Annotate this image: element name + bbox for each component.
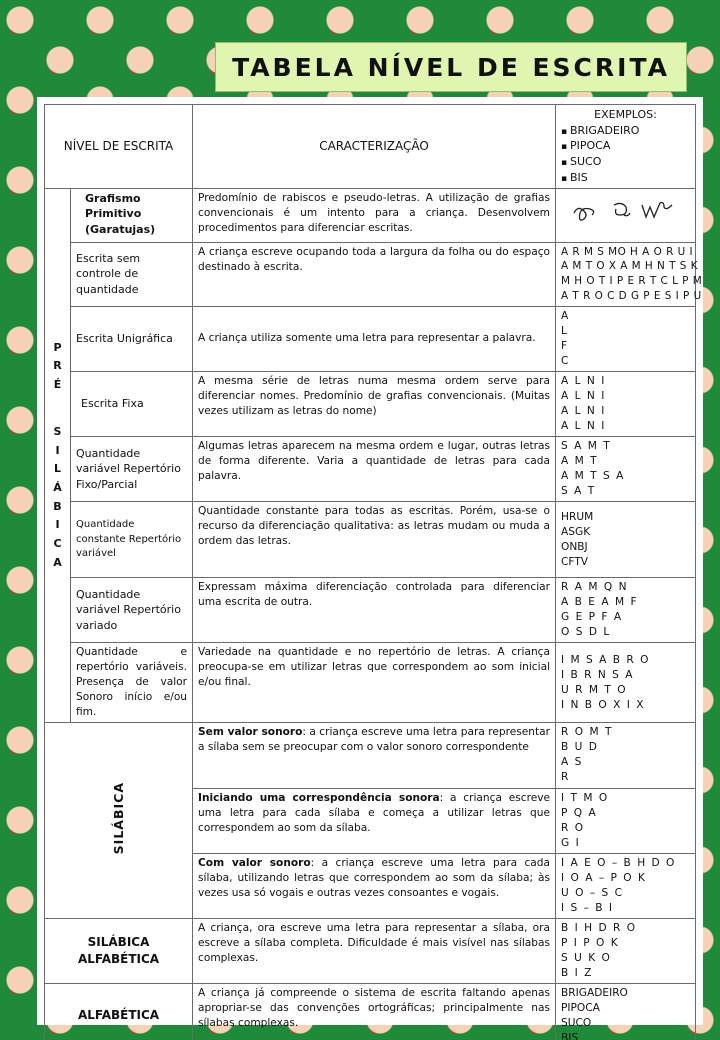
exemplo-item: ▪ PIPOCA — [561, 138, 690, 154]
level-examples: I A E O – B H D O I O A – P O K U O – S C I S – B I — [556, 853, 696, 918]
table-row — [45, 918, 696, 983]
exemplo-item: ▪ SUCO — [561, 154, 690, 170]
level-examples: I M S A B R O I B R N S A U R M T O I N B O X I X — [556, 643, 696, 723]
level-description: Sem valor sonoro: a criança escreve uma letra para representar a sílaba sem se preocupar com o valor sonoro correspondente — [193, 723, 556, 788]
page-title: TABELA NÍVEL DE ESCRITA — [232, 52, 670, 82]
level-examples: S A M T A M T A M T S A S A T — [556, 436, 696, 501]
header-row — [45, 105, 696, 189]
alfabetica-label: ALFABÉTICA — [45, 983, 193, 1040]
level-description: A mesma série de letras numa mesma ordem serve para diferenciar nomes. Predomínio de grafias convencionais. (Muitas vezes utilizam as letras do nome) — [193, 371, 556, 436]
scribble-example — [556, 188, 696, 242]
table-row — [45, 371, 696, 436]
level-description: Algumas letras aparecem na mesma ordem e lugar, outras letras de forma diferente. Varia a quantidade de letras para cada palavra. — [193, 436, 556, 501]
header-caracterizacao: CARACTERIZAÇÃO — [193, 105, 556, 189]
level-description: A criança utiliza somente uma letra para representar a palavra. — [193, 306, 556, 371]
level-examples: A L F C — [556, 306, 696, 371]
exemplo-item: ▪ BRIGADEIRO — [561, 123, 690, 139]
silabica-label: SILÁBICA — [110, 782, 126, 855]
level-description: Variedade na quantidade e no repertório de letras. A criança preocupa-se em utilizar letras que correspondem ao som inicial e/ou final. — [193, 643, 556, 723]
table-row — [45, 436, 696, 501]
table-row — [45, 723, 696, 788]
level-description: A criança escreve ocupando toda a largura da folha ou do espaço destinado à escrita. — [193, 242, 556, 306]
level-description: Predomínio de rabiscos e pseudo-letras. A utilização de grafias convencionais é um intento para a criança. Desenvolvem procedimentos para diferenciar escritas. — [193, 188, 556, 242]
table-row — [45, 502, 696, 578]
table-row — [45, 643, 696, 723]
header-nivel: NÍVEL DE ESCRITA — [45, 105, 193, 189]
table-row — [45, 306, 696, 371]
level-description: A criança já compreende o sistema de escrita faltando apenas apropriar-se das convenções ortográficas; principalmente nas sílabas complexas. — [193, 983, 556, 1040]
exemplos-list — [561, 123, 690, 186]
level-description: Iniciando uma correspondência sonora: a criança escreve uma letra para cada sílaba e começa a utilizar letras que correspondem ao som da sílaba. — [193, 788, 556, 853]
table-row — [45, 578, 696, 643]
header-exemplos — [556, 105, 696, 189]
table-row — [45, 983, 696, 1040]
level-examples: A L N I A L N I A L N I A L N I — [556, 371, 696, 436]
level-examples: B I H D R O P I P O K S U K O B I Z — [556, 918, 696, 983]
level-description: Expressam máxima diferenciação controlada para diferenciar uma escrita de outra. — [193, 578, 556, 643]
level-examples: BRIGADEIRO PIPOCA SUCO BIS — [556, 983, 696, 1040]
level-examples: A R M S MO H A O R U I A M T O X A M H N T S K M H O T I P E R T C L P M A T R O C D G P E S I P U — [556, 242, 696, 306]
level-name: Quantidade e repertório variáveis. Presença de valor Sonoro início e/ou fim. — [71, 643, 193, 723]
exemplo-item: ▪ BIS — [561, 170, 690, 186]
table-sheet — [37, 97, 703, 1040]
level-name: Quantidade constante Repertório variável — [71, 502, 193, 578]
level-examples: HRUM ASGK ONBJ CFTV — [556, 502, 696, 578]
level-examples: R O M T B U D A S R — [556, 723, 696, 788]
level-description: A criança, ora escreve uma letra para representar a sílaba, ora escreve a sílaba completa. Dificuldade é mais visível nas sílabas complexas. — [193, 918, 556, 983]
level-name: Quantidade variável Repertório Fixo/Parcial — [71, 436, 193, 501]
level-name: Escrita Fixa — [71, 371, 193, 436]
table-row — [45, 188, 696, 242]
level-name: Grafismo Primitivo (Garatujas) — [71, 188, 193, 242]
title-banner — [216, 43, 686, 91]
writing-level-table — [44, 104, 703, 1040]
level-examples: R A M Q N A B E A M F G E P F A O S D L — [556, 578, 696, 643]
exemplos-title: EXEMPLOS: — [594, 108, 657, 121]
level-name: Quantidade variável Repertório variado — [71, 578, 193, 643]
level-name: Escrita Unigráfica — [71, 306, 193, 371]
silabica-alfabetica-label: SILÁBICA ALFABÉTICA — [45, 918, 193, 983]
pre-silabica-label: P R É S I L Á B I C A — [45, 188, 71, 723]
table-row — [45, 242, 696, 306]
level-description: Com valor sonoro: a criança escreve uma letra para cada sílaba, utilizando letras que correspondem ao som da sílaba; às vezes usa só vogais e outras vezes consoantes e vogais. — [193, 853, 556, 918]
level-description: Quantidade constante para todas as escritas. Porém, usa-se o recurso da diferenciação qualitativa: as letras mudam ou muda a ordem das letras. — [193, 502, 556, 578]
silabica-label-cell — [45, 723, 193, 918]
scribble-icon — [566, 195, 686, 225]
level-examples: I T M O P Q A R O G I — [556, 788, 696, 853]
level-name: Escrita sem controle de quantidade — [71, 242, 193, 306]
